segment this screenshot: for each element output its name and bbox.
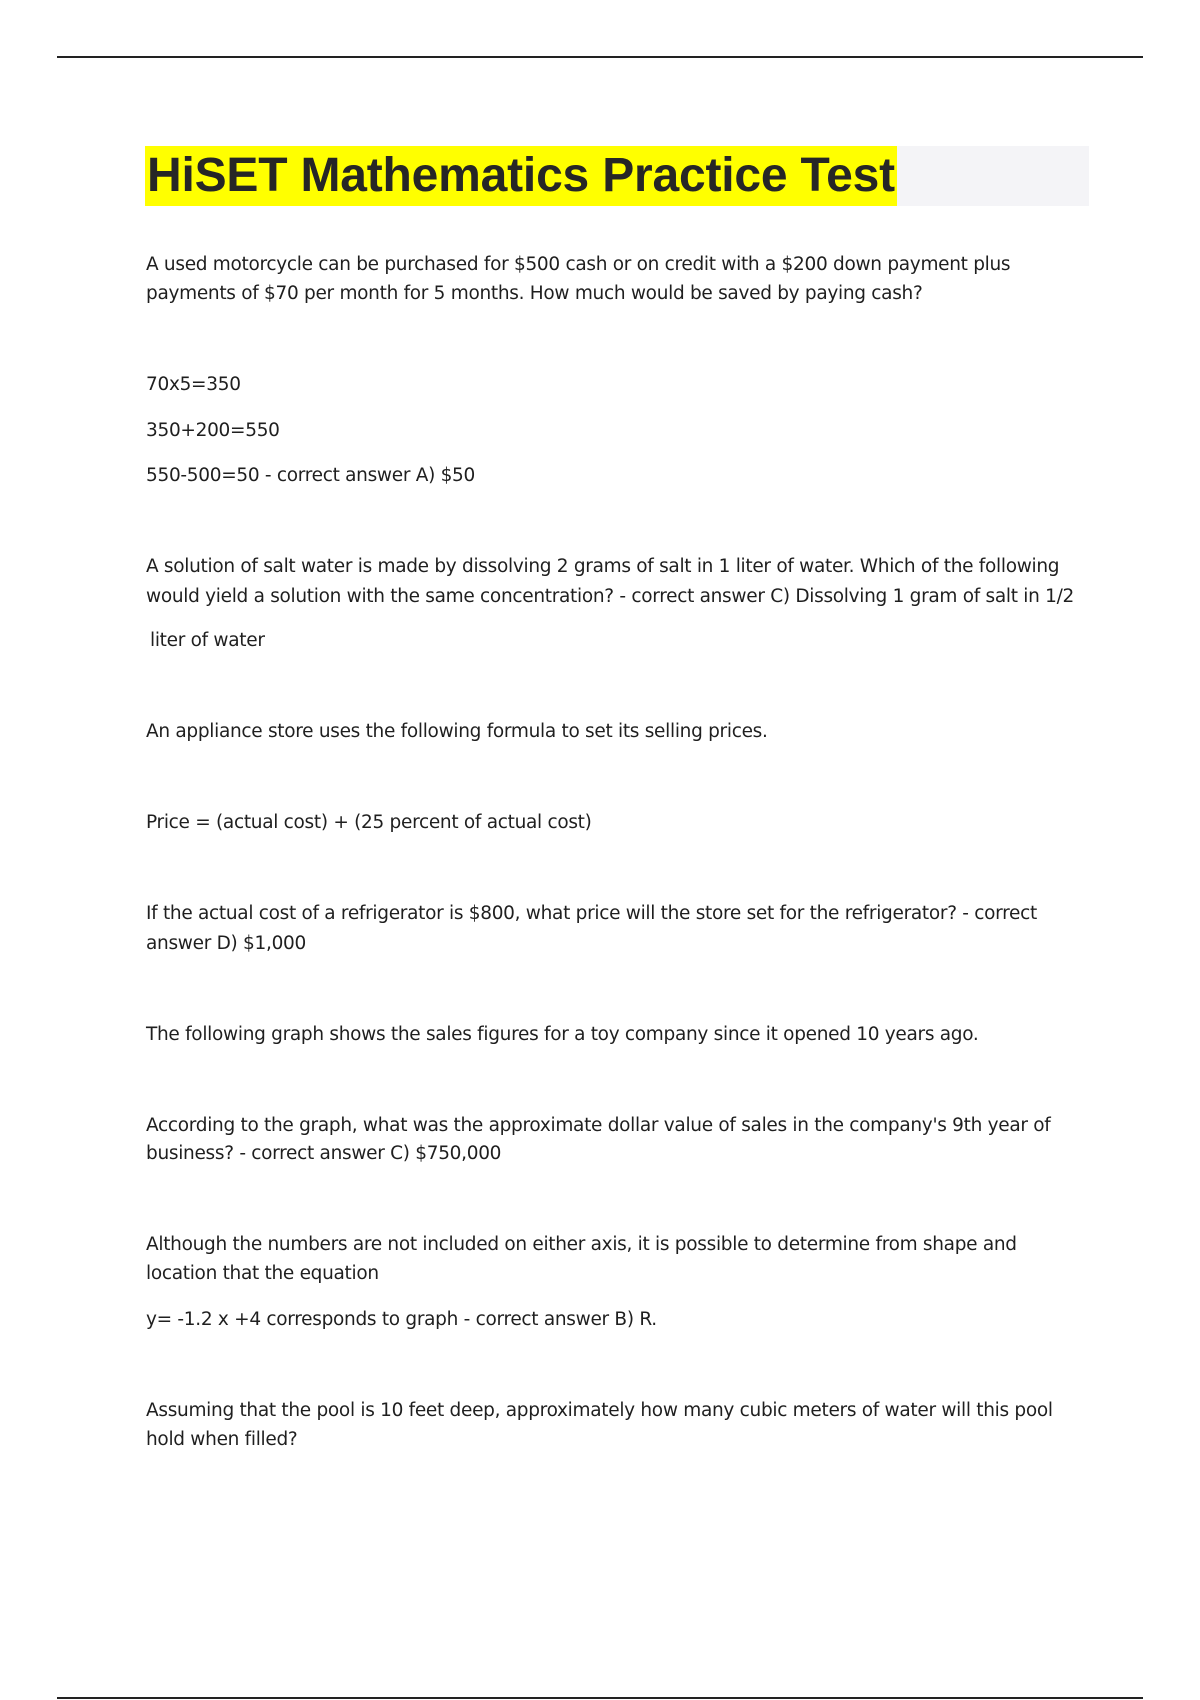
q3-question-line-1: If the actual cost of a refrigerator is $800, what price will the store set for the refrigerator? - correct (146, 903, 1037, 924)
page-title: HiSET Mathematics Practice Test (145, 146, 897, 206)
q1-answer: 550-500=50 - correct answer A) $50 (146, 465, 475, 486)
q4-question-line-2: business? - correct answer C) $750,000 (146, 1143, 502, 1164)
top-rule (57, 56, 1143, 58)
q3-question-line-2: answer D) $1,000 (146, 933, 306, 954)
q4-intro: The following graph shows the sales figures for a toy company since it opened 10 years ago. (146, 1024, 979, 1045)
q3-intro: An appliance store uses the following formula to set its selling prices. (146, 721, 768, 742)
q2-text-line-2: would yield a solution with the same concentration? - correct answer C) Dissolving 1 gram of salt in 1/2 (146, 586, 1074, 607)
q1-text-line-2: payments of $70 per month for 5 months. How much would be saved by paying cash? (146, 283, 923, 304)
q6-text-line-2: hold when filled? (146, 1429, 298, 1450)
q1-step-2: 350+200=550 (146, 420, 280, 441)
q5-text-line-1: Although the numbers are not included on either axis, it is possible to determine from shape and (146, 1234, 1017, 1255)
q2-text-line-1: A solution of salt water is made by dissolving 2 grams of salt in 1 liter of water. Which of the following (146, 556, 1060, 577)
q3-formula: Price = (actual cost) + (25 percent of actual cost) (146, 812, 592, 833)
q4-question-line-1: According to the graph, what was the approximate dollar value of sales in the company's 9th year of (146, 1115, 1051, 1136)
q5-answer: y= -1.2 x +4 corresponds to graph - correct answer B) R. (146, 1309, 657, 1330)
q5-text-line-2: location that the equation (146, 1263, 379, 1284)
bottom-rule (57, 1697, 1143, 1699)
q1-text-line-1: A used motorcycle can be purchased for $500 cash or on credit with a $200 down payment plus (146, 254, 1011, 275)
q1-step-1: 70x5=350 (146, 374, 241, 395)
q2-text-line-3: liter of water (150, 630, 265, 651)
q6-text-line-1: Assuming that the pool is 10 feet deep, approximately how many cubic meters of water will this pool (146, 1400, 1053, 1421)
